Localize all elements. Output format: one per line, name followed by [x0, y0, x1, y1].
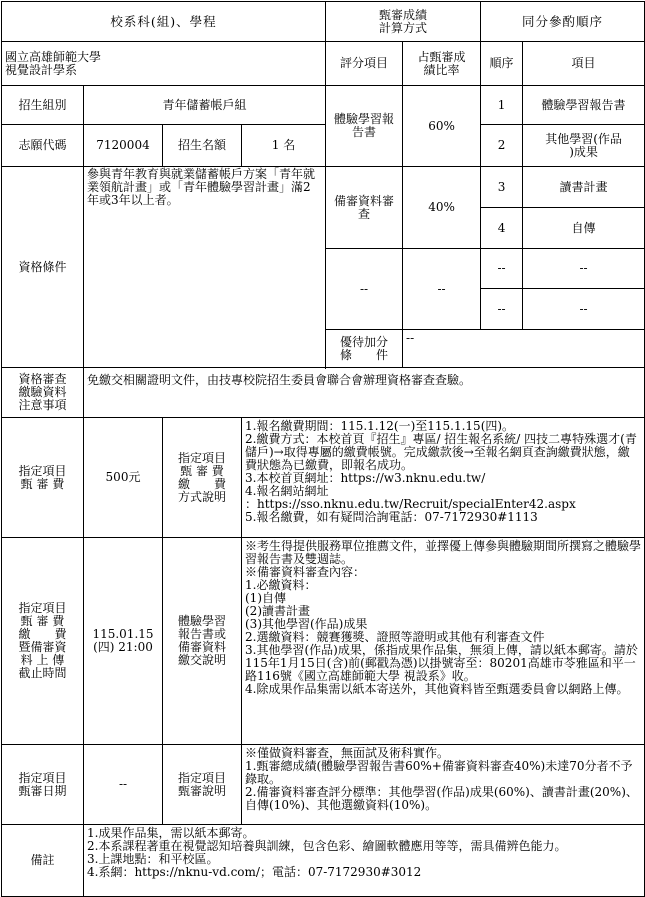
upload-line: 3.其他學習(作品)成果，係指成果作品集，無須上傳，請以紙本郵寄。請於115年1月15日(含)前(郵戳為憑)以掛號寄至：80201高雄市苓雅區和平一路116號《國立高雄師範大學 視設系》收。 — [245, 643, 638, 683]
tie-order-1: 1 — [481, 86, 523, 125]
remarks-label: 備註 — [2, 825, 84, 897]
school-name: 國立高雄師範大學 — [5, 49, 102, 64]
fee-line: 2.繳費方式：本校首頁『招生』專區/ 招生報名系統/ 四技二專特殊選才(青儲戶)→取得專屬的繳費帳號。完成繳款後→至報名網頁查詢繳費狀態，繳費狀態為已繳費，即報名成功。 — [245, 432, 637, 472]
fee-line: 1.報名繳費期間：115.1.12(一)至115.1.15(四)。 — [245, 419, 515, 433]
fee-details — [242, 418, 645, 538]
remark-line: 3.上課地點：和平校區。 — [87, 852, 219, 866]
date-line: 1.甄審總成績(體驗學習報告書60%+備審資料審查40%)未達70分者不予錄取。 — [245, 759, 633, 786]
quota-value: 1 名 — [242, 125, 326, 167]
upload-deadline: 115.01.15 (四) 21:00 — [84, 538, 163, 745]
eval-item-2: 備審資料審 查 — [326, 167, 403, 249]
review-notes-label: 資格審查 繳驗資料 注意事項 — [2, 368, 84, 418]
tie-item-4: 自傳 — [523, 208, 645, 249]
tie-item-2: 其他學習(作品 )成果 — [523, 125, 645, 167]
eval-item-3: -- — [326, 249, 403, 330]
upload-line: ※考生得提供服務單位推薦文件，並擇優上傳參與體驗期間所撰寫之體驗學習報告書及雙週誌。 — [245, 539, 642, 566]
tie-item-6: -- — [523, 289, 645, 330]
date-details — [242, 745, 645, 825]
tie-order-3: 3 — [481, 167, 523, 208]
date-desc-label: 指定項目 甄審說明 — [163, 745, 242, 825]
subheader-ratio: 占甄審成 績比率 — [403, 42, 481, 86]
remark-line: 4.系網：https://nknu-vd.com/；電話：07-7172930#3012 — [87, 865, 422, 879]
eval-ratio-2: 40% — [403, 167, 481, 249]
upload-line: 4.除成果作品集需以紙本寄送外，其他資料皆至甄選委員會以網路上傳。 — [245, 682, 629, 696]
qualification-text: 參與青年教育與就業儲蓄帳戶方案「青年就業領航計畫」或「青年體驗學習計畫」滿2年或3年以上者。 — [84, 167, 326, 368]
fee-line: ：https://sso.nknu.edu.tw/Recruit/specialEnter42.aspx — [245, 497, 576, 511]
upload-label: 指定項目 甄 審 費 繳 費 暨備審資 料 上 傳 截止時間 — [2, 538, 84, 745]
fee-line: 3.本校首頁網址：https://w3.nknu.edu.tw/ — [245, 471, 486, 485]
upload-details — [242, 538, 645, 745]
header-tie-order: 同分參酌順序 — [481, 2, 645, 42]
school-dept: 視覺設計學系 — [5, 62, 78, 77]
admission-table-wrapper — [1, 1, 645, 897]
upload-line: 1.必繳資料： — [245, 578, 317, 592]
date-line: ※僅做資料審查，無面試及術科實作。 — [245, 746, 450, 760]
upload-line: 2.選繳資料：競賽獲獎、證照等證明或其他有利審查文件 — [245, 630, 545, 644]
qualification-label: 資格條件 — [2, 167, 84, 368]
code-value: 7120004 — [84, 125, 163, 167]
tie-order-4: 4 — [481, 208, 523, 249]
school-cell — [2, 42, 326, 86]
subheader-eval-item: 評分項目 — [326, 42, 403, 86]
upload-line: ※備審資料審查內容： — [245, 565, 366, 579]
tie-item-5: -- — [523, 249, 645, 289]
header-screening-calc: 甄審成績 計算方式 — [326, 2, 481, 42]
eval-ratio-1: 60% — [403, 86, 481, 167]
fee-label: 指定項目 甄 審 費 — [2, 418, 84, 538]
fee-line: 5.報名繳費，如有疑問洽詢電話：07-7172930#1113 — [245, 510, 538, 524]
fee-desc-label: 指定項目 甄 審 費 繳 費 方式說明 — [163, 418, 242, 538]
group-value: 青年儲蓄帳戶組 — [84, 86, 326, 125]
bonus-value: -- — [403, 330, 645, 368]
subheader-order: 順序 — [481, 42, 523, 86]
tie-item-1: 體驗學習報告書 — [523, 86, 645, 125]
quota-label: 招生名額 — [163, 125, 242, 167]
date-label: 指定項目 甄審日期 — [2, 745, 84, 825]
upload-line: (3)其他學習(作品)成果 — [245, 617, 368, 631]
code-label: 志願代碼 — [2, 125, 84, 167]
group-label: 招生組別 — [2, 86, 84, 125]
tie-order-2: 2 — [481, 125, 523, 167]
bonus-label: 優待加分 條 件 — [326, 330, 403, 368]
tie-order-6: -- — [481, 289, 523, 330]
admission-table — [1, 1, 645, 897]
date-value: -- — [84, 745, 163, 825]
tie-order-5: -- — [481, 249, 523, 289]
eval-ratio-3: -- — [403, 249, 481, 330]
tie-item-3: 讀書計畫 — [523, 167, 645, 208]
remarks-details — [84, 825, 645, 897]
fee-amount: 500元 — [84, 418, 163, 538]
review-notes-text: 免繳交相關證明文件，由技專校院招生委員會聯合會辦理資格審查查驗。 — [84, 368, 645, 418]
fee-line: 4.報名網站網址 — [245, 484, 329, 498]
header-dept-school: 校系科(組)、學程 — [2, 2, 326, 42]
subheader-item: 項目 — [523, 42, 645, 86]
remark-line: 1.成果作品集，需以紙本郵寄。 — [87, 826, 255, 840]
eval-item-1: 體驗學習報 告書 — [326, 86, 403, 167]
upload-line: (1)自傳 — [245, 591, 286, 605]
date-line: 2.備審資料審查評分標準：其他學習(作品)成果(60%)、讀書計畫(20%)、自傳(10%)、其他選繳資料(10%)。 — [245, 785, 638, 812]
upload-line: (2)讀書計畫 — [245, 604, 310, 618]
remark-line: 2.本系課程著重在視覺認知培養與訓練，包含色彩、繪圖軟體應用等等，需具備辨色能力。 — [87, 839, 567, 853]
upload-desc-label: 體驗學習 報告書或 備審資料 繳交說明 — [163, 538, 242, 745]
